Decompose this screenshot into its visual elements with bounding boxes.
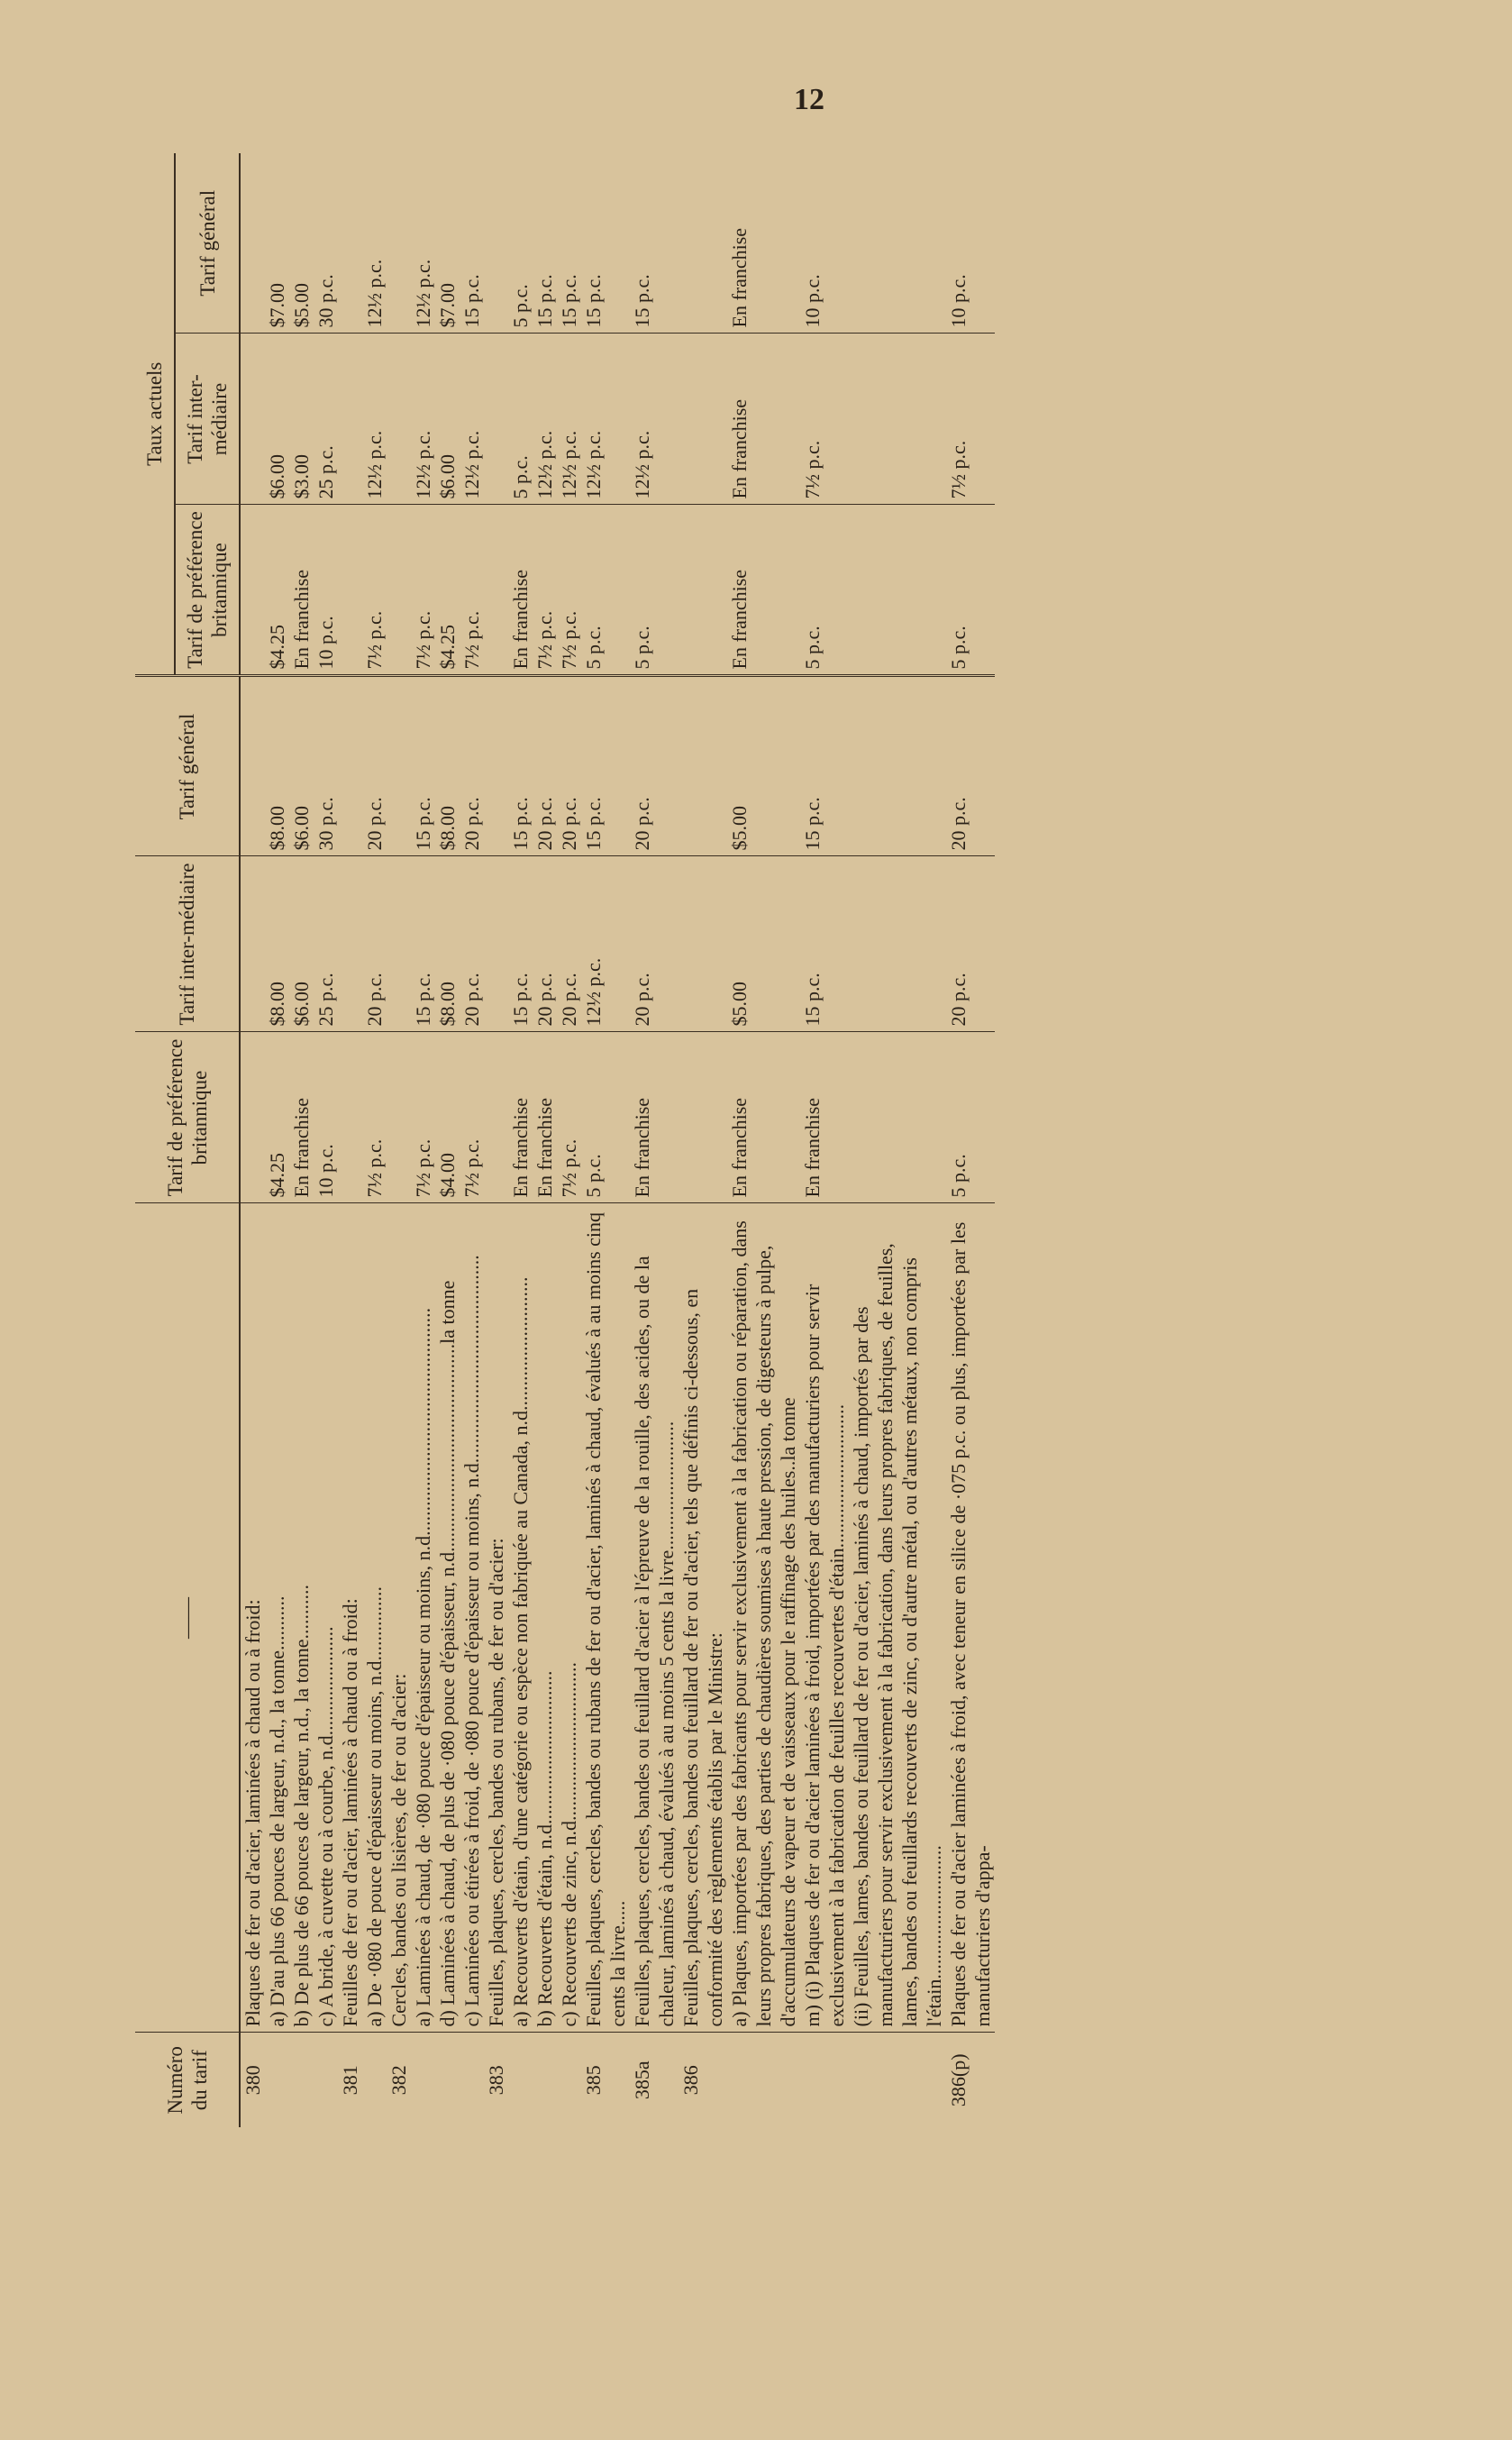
tariff-table-page — [135, 153, 1410, 2127]
row-description: Feuilles, plaques, cercles, bandes ou rubans de fer ou d'acier, laminés à chaud, évalués à au moins cinq cents la livre..... — [581, 1203, 630, 2033]
row-description: a) De ·080 de pouce d'épaisseur ou moins, n.d............... — [362, 1203, 387, 2033]
row-description: (ii) Feuilles, lames, bandes ou feuillard de fer ou d'acier, laminés à chaud, importés par des manufacturiers pour servir exclusivement à la fabrication, dans leurs propres fabriques, de feuilles, lames, bandes ou feuillards recouverts de zinc, ou d'autre métal, ou d'autres métaux, non compris l'étain........................... — [849, 1203, 946, 2033]
row-general: $6.00 — [289, 676, 314, 856]
row-number: 382 — [387, 2065, 410, 2096]
row-pref: 7½ p.c. — [411, 1032, 435, 1203]
header-numero: Numéro du tarif — [135, 2033, 240, 2127]
row-pref: En franchise — [630, 1032, 679, 1203]
row-actuel-inter: 12½ p.c. — [460, 334, 484, 505]
row-inter — [484, 856, 508, 1032]
row-pref: En franchise — [727, 1032, 800, 1203]
row-number — [508, 2033, 533, 2127]
row-actuel-general: 15 p.c. — [630, 153, 679, 334]
row-actuel-general: 15 p.c. — [557, 153, 581, 334]
row-pref: 7½ p.c. — [557, 1032, 581, 1203]
row-inter: 20 p.c. — [533, 856, 557, 1032]
row-actuel-inter: 12½ p.c. — [411, 334, 435, 505]
tariff-table — [135, 153, 995, 2127]
table-row — [946, 153, 995, 2127]
row-actuel-pref — [849, 505, 946, 676]
row-actuel-general: $7.00 — [265, 153, 289, 334]
row-actuel-inter — [338, 334, 362, 505]
row-inter: $5.00 — [727, 856, 800, 1032]
row-actuel-general: 10 p.c. — [946, 153, 995, 334]
row-description: Feuilles, plaques, cercles, bandes ou feuillard de fer ou d'acier, tels que définis ci-dessous, en conformité des règlements établis par le Ministre: — [679, 1203, 727, 2033]
row-pref — [338, 1032, 362, 1203]
row-actuel-pref: 7½ p.c. — [557, 505, 581, 676]
table-row — [240, 153, 265, 2127]
row-description: Cercles, bandes ou lisières, de fer ou d'acier: — [387, 1203, 411, 2033]
row-actuel-inter — [387, 334, 411, 505]
row-actuel-inter — [240, 334, 265, 505]
row-description: Feuilles de fer ou d'acier, laminées à chaud ou à froid: — [338, 1203, 362, 2033]
header-general: Tarif général — [135, 676, 240, 856]
row-actuel-pref: 10 p.c. — [314, 505, 338, 676]
row-number: 383 — [485, 2065, 507, 2096]
row-number — [411, 2033, 435, 2127]
row-description: a) Recouverts d'étain, d'une catégorie ou espèce non fabriquée au Canada, n.d........................... — [508, 1203, 533, 2033]
row-actuel-pref — [484, 505, 508, 676]
row-number — [533, 2033, 557, 2127]
row-actuel-general: 10 p.c. — [800, 153, 849, 334]
row-actuel-general: 15 p.c. — [460, 153, 484, 334]
row-description: m) (i) Plaques de fer ou d'acier laminées à froid, importées par des manufacturiers pour servir exclusivement à la fabrication de feuilles recouvertes d'étain............................. — [800, 1203, 849, 2033]
row-actuel-general: 12½ p.c. — [411, 153, 435, 334]
row-inter — [338, 856, 362, 1032]
row-actuel-inter: 7½ p.c. — [946, 334, 995, 505]
row-actuel-inter: $6.00 — [435, 334, 460, 505]
row-number — [849, 2033, 946, 2127]
row-inter: $8.00 — [265, 856, 289, 1032]
row-number — [289, 2033, 314, 2127]
header-pref: Tarif de préférence britannique — [135, 1032, 240, 1203]
row-actuel-inter: 12½ p.c. — [533, 334, 557, 505]
table-row — [557, 153, 581, 2127]
row-description: Plaques de fer ou d'acier, laminées à chaud ou à froid: — [240, 1203, 265, 2033]
row-actuel-pref: 7½ p.c. — [533, 505, 557, 676]
row-inter — [240, 856, 265, 1032]
row-pref: 10 p.c. — [314, 1032, 338, 1203]
row-inter: 15 p.c. — [411, 856, 435, 1032]
row-number: 386 — [679, 2065, 702, 2096]
row-actuel-pref — [387, 505, 411, 676]
row-actuel-general — [484, 153, 508, 334]
row-description: a) Laminées à chaud, de ·080 pouce d'épaisseur ou moins, n.d.............................................. — [411, 1203, 435, 2033]
row-general: 20 p.c. — [460, 676, 484, 856]
row-general — [387, 676, 411, 856]
table-row — [338, 153, 362, 2127]
row-number — [727, 2033, 800, 2127]
row-pref: $4.25 — [265, 1032, 289, 1203]
row-actuel-general: $7.00 — [435, 153, 460, 334]
row-description: Plaques de fer ou d'acier laminées à froid, avec teneur en silice de ·075 p.c. ou plus, importées par les manufacturiers d'appa- — [946, 1203, 995, 2033]
row-actuel-inter: 12½ p.c. — [557, 334, 581, 505]
row-number — [314, 2033, 338, 2127]
tariff-table-body — [240, 153, 995, 2127]
row-actuel-inter — [679, 334, 727, 505]
table-row — [533, 153, 557, 2127]
row-actuel-inter: 12½ p.c. — [630, 334, 679, 505]
page-number: 12 — [794, 83, 824, 116]
row-actuel-inter: 25 p.c. — [314, 334, 338, 505]
row-actuel-inter: 7½ p.c. — [800, 334, 849, 505]
row-actuel-pref: $4.25 — [265, 505, 289, 676]
row-actuel-pref: En franchise — [727, 505, 800, 676]
row-general: 20 p.c. — [630, 676, 679, 856]
header-inter: Tarif inter-médiaire — [135, 856, 240, 1032]
row-number: 385 — [582, 2065, 605, 2096]
row-inter — [849, 856, 946, 1032]
header-actuel-inter: Tarif inter-médiaire — [175, 334, 240, 505]
row-general: 20 p.c. — [533, 676, 557, 856]
row-actuel-pref — [679, 505, 727, 676]
row-description: Feuilles, plaques, cercles, bandes ou feuillard d'acier à l'épreuve de la rouille, des acides, ou de la chaleur, laminés à chaud, évalués à au moins 5 cents la livre.......................... — [630, 1203, 679, 2033]
table-row — [508, 153, 533, 2127]
row-pref — [849, 1032, 946, 1203]
row-actuel-general — [387, 153, 411, 334]
row-number — [460, 2033, 484, 2127]
row-inter: 20 p.c. — [946, 856, 995, 1032]
row-actuel-pref: 7½ p.c. — [460, 505, 484, 676]
row-general: 20 p.c. — [362, 676, 387, 856]
row-pref — [679, 1032, 727, 1203]
row-actuel-inter: $3.00 — [289, 334, 314, 505]
row-description: b) Recouverts d'étain, n.d............................... — [533, 1203, 557, 2033]
row-pref: 7½ p.c. — [460, 1032, 484, 1203]
row-description: b) De plus de 66 pouces de largeur, n.d., la tonne........... — [289, 1203, 314, 2033]
table-row — [727, 153, 800, 2127]
row-general — [849, 676, 946, 856]
row-inter: $8.00 — [435, 856, 460, 1032]
row-inter: 12½ p.c. — [581, 856, 630, 1032]
table-row — [435, 153, 460, 2127]
row-number: 380 — [241, 2065, 264, 2096]
table-row — [289, 153, 314, 2127]
row-general: 15 p.c. — [411, 676, 435, 856]
row-pref: En franchise — [289, 1032, 314, 1203]
row-general: $8.00 — [265, 676, 289, 856]
row-general: 15 p.c. — [508, 676, 533, 856]
row-description: c) A bride, à cuvette ou à courbe, n.d...................... — [314, 1203, 338, 2033]
table-row — [314, 153, 338, 2127]
row-inter: 15 p.c. — [508, 856, 533, 1032]
header-actuel-pref: Tarif de préférence britannique — [175, 505, 240, 676]
row-actuel-pref: 5 p.c. — [630, 505, 679, 676]
row-actuel-pref: 7½ p.c. — [411, 505, 435, 676]
row-number: 381 — [339, 2065, 361, 2096]
row-general: 20 p.c. — [946, 676, 995, 856]
row-general: 15 p.c. — [581, 676, 630, 856]
row-actuel-pref: 7½ p.c. — [362, 505, 387, 676]
row-actuel-general: En franchise — [727, 153, 800, 334]
table-row — [387, 153, 411, 2127]
row-actuel-general — [679, 153, 727, 334]
row-general — [484, 676, 508, 856]
header-taux-actuels: Taux actuels — [135, 153, 175, 676]
row-actuel-general: 15 p.c. — [581, 153, 630, 334]
table-row — [679, 153, 727, 2127]
row-general: 30 p.c. — [314, 676, 338, 856]
row-general: 15 p.c. — [800, 676, 849, 856]
row-actuel-general: $5.00 — [289, 153, 314, 334]
row-number — [435, 2033, 460, 2127]
row-actuel-general: 30 p.c. — [314, 153, 338, 334]
table-row — [411, 153, 435, 2127]
row-pref: En franchise — [800, 1032, 849, 1203]
row-number — [557, 2033, 581, 2127]
table-row — [581, 153, 630, 2127]
row-actuel-pref: En franchise — [289, 505, 314, 676]
row-description: c) Laminées ou étirées à froid, de ·080 pouce d'épaisseur ou moins, n.d.......................................... — [460, 1203, 484, 2033]
row-actuel-general — [338, 153, 362, 334]
row-inter: 20 p.c. — [362, 856, 387, 1032]
table-row — [630, 153, 679, 2127]
table-row — [362, 153, 387, 2127]
row-actuel-inter: $6.00 — [265, 334, 289, 505]
row-description: a) Plaques, importées par des fabricants pour servir exclusivement à la fabrication ou réparation, dans leurs propres fabriques, des parties de chaudières soumises à haute pression, de digesteurs à pulpe, d'accumulateurs de vapeur et de vaisseaux pour le raffinage des huiles..la tonne — [727, 1203, 800, 2033]
table-row — [460, 153, 484, 2127]
header-actuel-general: Tarif général — [175, 153, 240, 334]
row-actuel-pref: En franchise — [508, 505, 533, 676]
row-actuel-general: 15 p.c. — [533, 153, 557, 334]
row-inter: $6.00 — [289, 856, 314, 1032]
row-pref: En franchise — [508, 1032, 533, 1203]
row-actuel-inter: En franchise — [727, 334, 800, 505]
row-inter — [679, 856, 727, 1032]
table-row — [849, 153, 946, 2127]
row-description: d) Laminées à chaud, de plus de ·080 pouce d'épaisseur, n.d..........................................la tonne — [435, 1203, 460, 2033]
row-inter: 20 p.c. — [630, 856, 679, 1032]
row-number — [265, 2033, 289, 2127]
row-actuel-pref: 5 p.c. — [800, 505, 849, 676]
row-general: $5.00 — [727, 676, 800, 856]
table-row — [800, 153, 849, 2127]
row-actuel-general — [849, 153, 946, 334]
row-pref — [387, 1032, 411, 1203]
row-general: $8.00 — [435, 676, 460, 856]
row-inter: 20 p.c. — [460, 856, 484, 1032]
row-inter: 15 p.c. — [800, 856, 849, 1032]
row-actuel-general: 12½ p.c. — [362, 153, 387, 334]
row-inter — [387, 856, 411, 1032]
row-actuel-inter — [484, 334, 508, 505]
row-general: 20 p.c. — [557, 676, 581, 856]
row-general — [679, 676, 727, 856]
row-pref — [484, 1032, 508, 1203]
row-actuel-inter: 12½ p.c. — [362, 334, 387, 505]
row-inter: 20 p.c. — [557, 856, 581, 1032]
row-actuel-inter: 12½ p.c. — [581, 334, 630, 505]
row-actuel-general — [240, 153, 265, 334]
row-general — [338, 676, 362, 856]
row-description: c) Recouverts de zinc, n.d................................ — [557, 1203, 581, 2033]
row-number: 385a — [631, 2061, 653, 2100]
row-description: Feuilles, plaques, cercles, bandes ou rubans, de fer ou d'acier: — [484, 1203, 508, 2033]
row-number: 386(p) — [947, 2053, 970, 2107]
row-actuel-pref: 5 p.c. — [581, 505, 630, 676]
row-number — [362, 2033, 387, 2127]
row-number — [800, 2033, 849, 2127]
row-pref: En franchise — [533, 1032, 557, 1203]
row-actuel-inter — [849, 334, 946, 505]
row-actuel-pref — [240, 505, 265, 676]
row-inter: 25 p.c. — [314, 856, 338, 1032]
table-row — [484, 153, 508, 2127]
row-pref: 7½ p.c. — [362, 1032, 387, 1203]
row-pref: 5 p.c. — [946, 1032, 995, 1203]
row-actuel-pref — [338, 505, 362, 676]
header-description: —— — [135, 1203, 240, 2033]
row-description: a) D'au plus 66 pouces de largeur, n.d., la tonne........... — [265, 1203, 289, 2033]
row-pref: 5 p.c. — [581, 1032, 630, 1203]
row-general — [240, 676, 265, 856]
row-actuel-inter: 5 p.c. — [508, 334, 533, 505]
row-actuel-general: 5 p.c. — [508, 153, 533, 334]
row-actuel-pref: 5 p.c. — [946, 505, 995, 676]
row-pref — [240, 1032, 265, 1203]
table-row — [265, 153, 289, 2127]
row-pref: $4.00 — [435, 1032, 460, 1203]
row-actuel-pref: $4.25 — [435, 505, 460, 676]
